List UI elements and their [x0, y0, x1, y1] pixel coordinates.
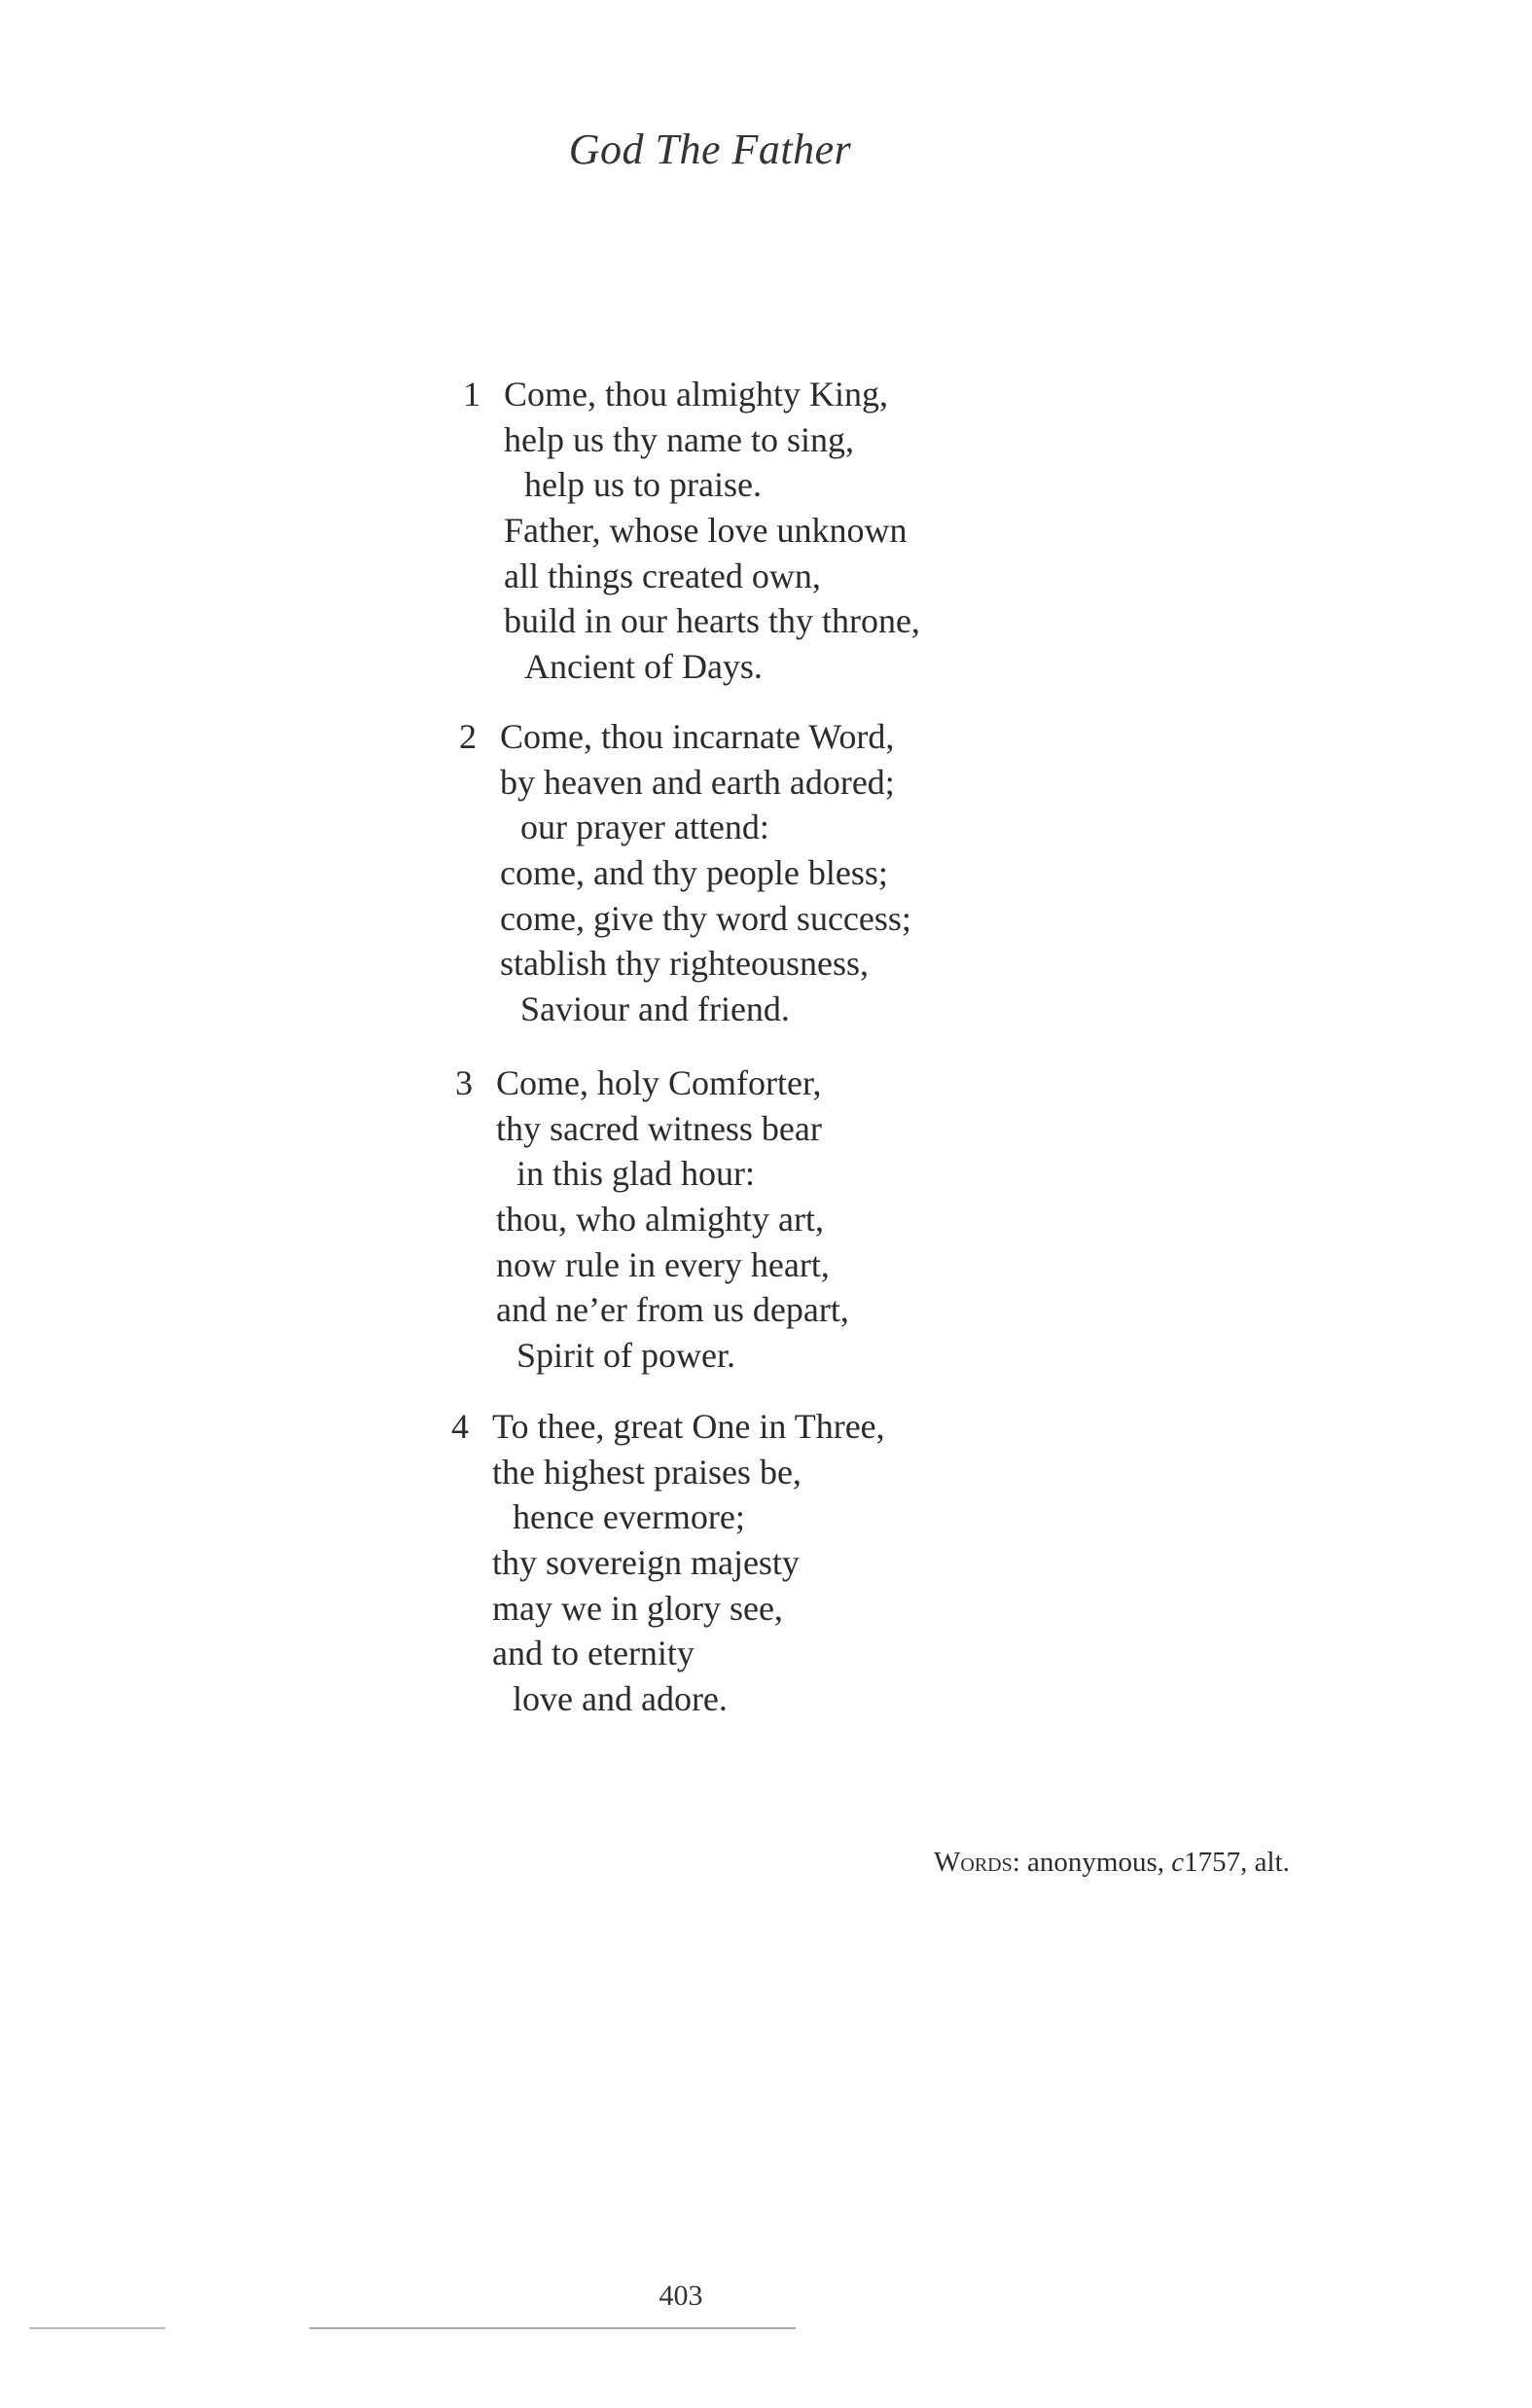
verse-line: To thee, great One in Three,: [492, 1407, 885, 1446]
verse-line: and to eternity: [492, 1634, 695, 1673]
credit-author: : anonymous,: [1012, 1847, 1172, 1878]
footer-rule-left: [29, 2327, 165, 2329]
credit-label: Words: [934, 1847, 1013, 1878]
verse-line: and ne’er from us depart,: [496, 1290, 849, 1330]
verse-line: Spirit of power.: [517, 1336, 735, 1376]
page-title: God The Father: [568, 126, 852, 173]
credit-circa: c: [1171, 1847, 1185, 1878]
words-credit: [934, 1847, 1290, 1879]
verse-number: 1: [463, 375, 481, 413]
credit-year: 1757: [1184, 1847, 1241, 1878]
verse-lines: [504, 372, 920, 690]
verse-line: stablish thy righteousness,: [500, 944, 869, 984]
verse-line: the highest praises be,: [492, 1452, 802, 1492]
verse-line: Come, thou almighty King,: [504, 375, 888, 413]
verse-line: Ancient of Days.: [524, 647, 763, 687]
verse-line: help us thy name to sing,: [504, 419, 854, 459]
verse-line: hence evermore;: [513, 1497, 745, 1537]
verse-line: love and adore.: [513, 1679, 728, 1719]
verse-number: 2: [459, 717, 477, 756]
verse-line: come, and thy people bless;: [500, 853, 888, 893]
verse-line: by heaven and earth adored;: [500, 762, 895, 802]
page-number: 403: [659, 2280, 703, 2312]
verse-lines: [496, 1060, 849, 1379]
verse-line: help us to praise.: [524, 465, 762, 505]
verse-lines: [500, 714, 911, 1032]
credit-note: , alt.: [1240, 1847, 1290, 1878]
verse-line: Saviour and friend.: [520, 989, 790, 1029]
verse-line: now rule in every heart,: [496, 1244, 830, 1284]
verse-line: come, give thy word success;: [500, 898, 911, 938]
verse-line: thou, who almighty art,: [496, 1200, 824, 1240]
verse-line: our prayer attend:: [520, 808, 769, 847]
verse-lines: [492, 1404, 885, 1722]
verse-line: may we in glory see,: [492, 1588, 783, 1628]
verse-line: all things created own,: [504, 556, 821, 595]
verse-line: Come, holy Comforter,: [496, 1063, 822, 1102]
verse-number: 3: [455, 1063, 473, 1102]
verse-number: 4: [451, 1407, 469, 1446]
verse-line: thy sacred witness bear: [496, 1108, 822, 1148]
verse-line: in this glad hour:: [517, 1154, 755, 1194]
verse-line: thy sovereign majesty: [492, 1543, 800, 1583]
verse-line: build in our hearts thy throne,: [504, 601, 920, 641]
verse-line: Father, whose love unknown: [504, 511, 908, 551]
footer-rule-right: [309, 2327, 796, 2329]
verse-line: Come, thou incarnate Word,: [500, 717, 895, 756]
